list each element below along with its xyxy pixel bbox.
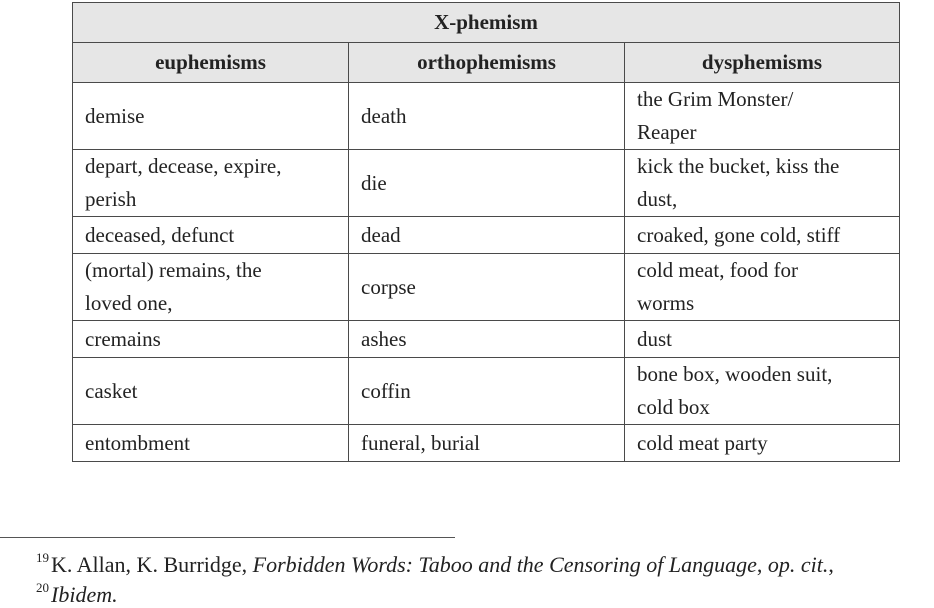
table-row	[73, 321, 900, 358]
dysphemism-cell: cold meat party	[625, 425, 900, 462]
table-row	[73, 150, 900, 217]
table-row	[73, 254, 900, 321]
footnote-tail: ,	[828, 552, 834, 577]
table-row	[73, 425, 900, 462]
footnote-authors: K. Allan, K. Burridge,	[51, 552, 253, 577]
euphemism-cell: entombment	[73, 425, 349, 462]
orthophemism-cell: corpse	[349, 254, 625, 321]
dysphemism-cell: the Grim Monster/ Reaper	[625, 83, 900, 150]
euphemism-cell: deceased, defunct	[73, 217, 349, 254]
header-orthophemisms: orthophemisms	[349, 43, 625, 83]
dysphemism-cell: bone box, wooden suit, cold box	[625, 358, 900, 425]
x-phemism-table	[72, 2, 900, 462]
dysphemism-cell: croaked, gone cold, stiff	[625, 217, 900, 254]
orthophemism-cell: ashes	[349, 321, 625, 358]
orthophemism-cell: funeral, burial	[349, 425, 625, 462]
table-row	[73, 83, 900, 150]
euphemism-cell: cremains	[73, 321, 349, 358]
orthophemism-cell: coffin	[349, 358, 625, 425]
footnote-number: 19	[36, 550, 49, 565]
euphemism-cell: depart, decease, expire, perish	[73, 150, 349, 217]
footnote-separator	[0, 537, 455, 538]
table-title: X-phemism	[73, 3, 900, 43]
footnote-work-title: Forbidden Words: Taboo and the Censoring of Language	[252, 552, 757, 577]
orthophemism-cell: death	[349, 83, 625, 150]
euphemism-cell: (mortal) remains, the loved one,	[73, 254, 349, 321]
footnote-separator-text: ,	[756, 552, 768, 577]
dysphemism-cell: cold meat, food for worms	[625, 254, 900, 321]
footnote-number: 20	[36, 580, 49, 595]
footnote-reference: Ibidem.	[51, 582, 118, 607]
footnote-20	[36, 582, 118, 608]
footnote-19	[36, 552, 834, 578]
dysphemism-cell: dust	[625, 321, 900, 358]
header-dysphemisms: dysphemisms	[625, 43, 900, 83]
orthophemism-cell: die	[349, 150, 625, 217]
dysphemism-cell: kick the bucket, kiss the dust,	[625, 150, 900, 217]
header-euphemisms: euphemisms	[73, 43, 349, 83]
orthophemism-cell: dead	[349, 217, 625, 254]
euphemism-cell: casket	[73, 358, 349, 425]
table-row	[73, 217, 900, 254]
euphemism-cell: demise	[73, 83, 349, 150]
table-row	[73, 358, 900, 425]
footnote-reference: op. cit.	[767, 552, 829, 577]
